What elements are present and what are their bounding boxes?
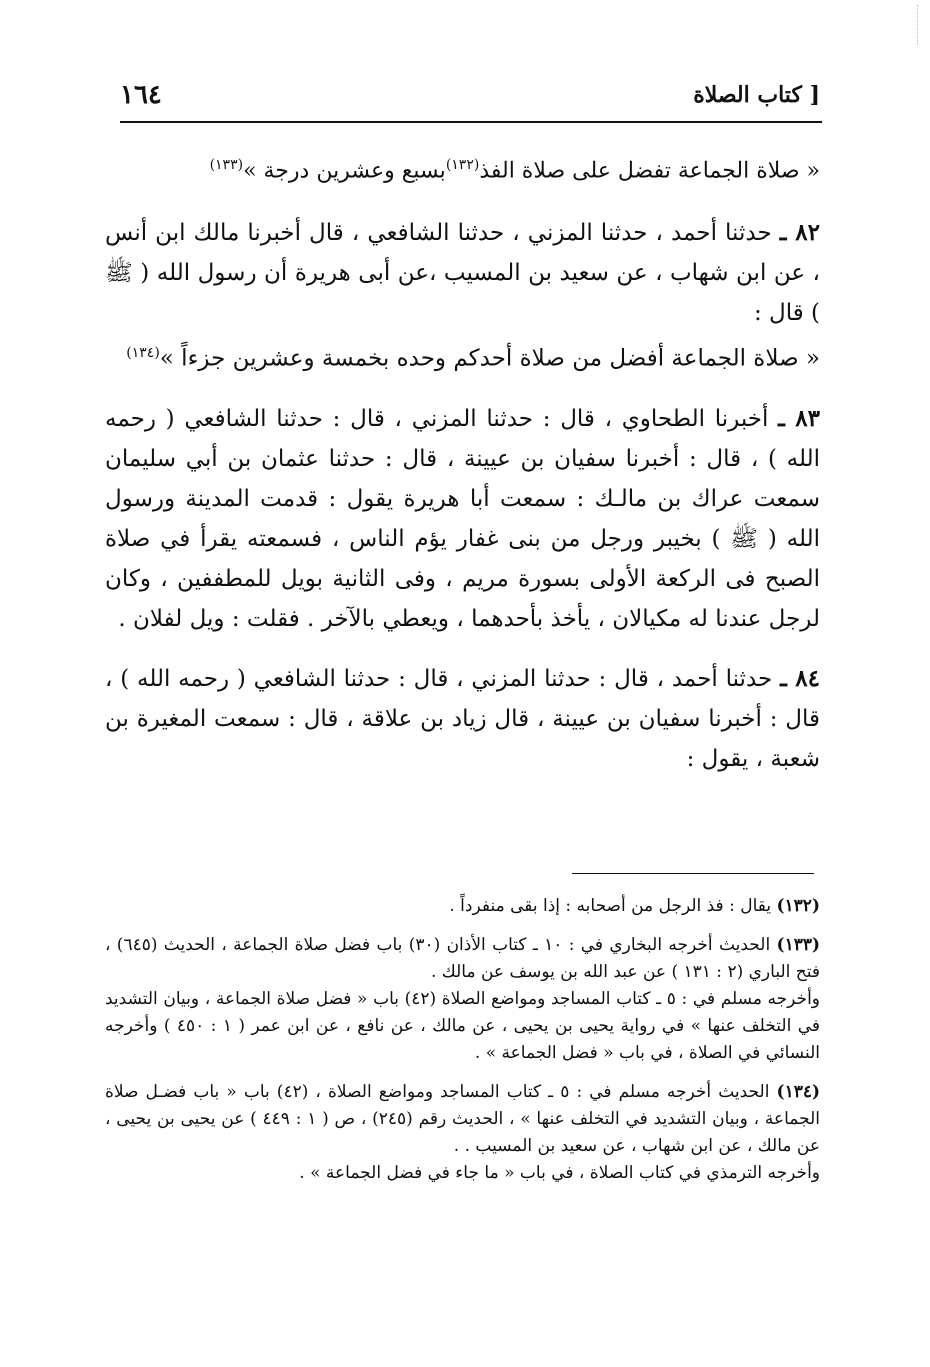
footnote-ref-133: (١٣٣) <box>209 157 244 173</box>
footnote-text: يقال : فذ الرجل من أصحابه : إذا بقى منفرداً . <box>449 896 772 916</box>
footnote-text-2: وأخرجه مسلم في : ٥ ـ كتاب المساجد ومواضع الصلاة (٤٢) باب « فضل صلاة الجماعة ، وبيان التشديد في التخلف عنها » في رواية يحيى بن يحيى ، عن مالك ، عن نافع ، عن ابن عمر ( ١ : ٤٥٠ ) وأخرجه النسائي في الصلاة ، في باب « فضل الجماعة » . <box>105 989 821 1063</box>
footnote-rule <box>572 873 814 874</box>
hadith-number: ٨٣ ـ <box>778 404 821 432</box>
page-number: ١٦٤ <box>120 80 162 110</box>
hadith-quote: « صلاة الجماعة أفضل من صلاة أحدكم وحده بخمسة وعشرين جزءاً » <box>159 345 820 372</box>
footnote-134 <box>105 1079 820 1187</box>
footnote-number: (١٣٤) <box>776 1082 821 1102</box>
hadith-text: أخبرنا الطحاوي ، قال : حدثنا المزني ، قال : حدثنا الشافعي ( رحمه الله ) ، قال : أخبرنا سفيان بن عيينة ، قال : حدثنا عثمان بن أبي سليمان سمعت عراك بن مالـك : سمعت أبا هريرة يقول : قدمت المدينة ورسول الله ( ﷺ ) بخيبر ورجل من بنى غفار يؤم الناس ، فسمعته يقرأ في صلاة الصبح فى الركعة الأولى بسورة مريم ، وفى الثانية بويل للمطففين ، وكان لرجل عندنا له مكيالان ، يأخذ بأحدهما ، ويعطي بالآخر . فقلت : ويل لفلان . <box>105 405 820 632</box>
hadith-text: حدثنا أحمد ، حدثنا المزني ، حدثنا الشافعي ، قال أخبرنا مالك ابن أنس ، عن ابن شهاب ، عن سعيد بن المسيب ،عن أبى هريرة أن رسول الله ( ﷺ ) قال : <box>105 220 820 327</box>
scan-margin-mark <box>905 5 918 45</box>
footnote-ref-132: (١٣٢) <box>445 157 480 173</box>
chapter-quote <box>105 145 820 191</box>
quote-text-2: بسبع وعشرين درجة » <box>243 158 446 184</box>
hadith-82 <box>105 213 820 379</box>
hadith-text: حدثنا أحمد ، قال : حدثنا المزني ، قال : حدثنا الشافعي ( رحمه الله ) ، قال : أخبرنا سفيان بن عيينة ، قال زياد بن علاقة ، قال : سمعت المغيرة بن شعبة ، يقول : <box>105 665 820 772</box>
main-text <box>105 145 820 799</box>
footnote-133 <box>105 932 820 1067</box>
hadith-number: ٨٢ ـ <box>779 219 821 247</box>
footnote-ref-134: (١٣٤) <box>126 345 160 362</box>
page-header <box>120 80 820 116</box>
footnote-number: (١٣٣) <box>776 935 821 955</box>
footnote-132 <box>105 893 820 920</box>
header-rule <box>120 121 822 123</box>
hadith-83 <box>105 399 820 639</box>
footnote-text-2: وأخرجه الترمذي في كتاب الصلاة ، في باب « ما جاء في فضل الجماعة » . <box>299 1163 820 1183</box>
footnote-text: الحديث أخرجه مسلم في : ٥ ـ كتاب المساجد ومواضع الصلاة ، (٤٢) باب « باب فضـل صلاة الجماعة ، وبيان التشديد في التخلف عنها » ، الحديث رقم (٢٤٥) ، ص ( ١ : ٤٤٩ ) عن يحيى بن يحيى ، عن مالك ، عن ابن شهاب ، عن سعيد بن المسيب . . <box>105 1082 821 1156</box>
hadith-number: ٨٤ ـ <box>780 664 821 692</box>
footnotes <box>105 893 820 1199</box>
running-title: [ كتاب الصلاة <box>693 82 820 108</box>
footnote-number: (١٣٢) <box>776 896 820 916</box>
hadith-84 <box>105 659 820 779</box>
footnote-text: الحديث أخرجه البخاري في : ١٠ ـ كتاب الأذان (٣٠) باب فضل صلاة الجماعة ، الحديث (٦٤٥) ، فتح الباري (٢ : ١٣١ ) عن عبد الله بن يوسف عن مالك . <box>105 935 820 982</box>
quote-text: « صلاة الجماعة تفضل على صلاة الفذ <box>479 158 820 184</box>
